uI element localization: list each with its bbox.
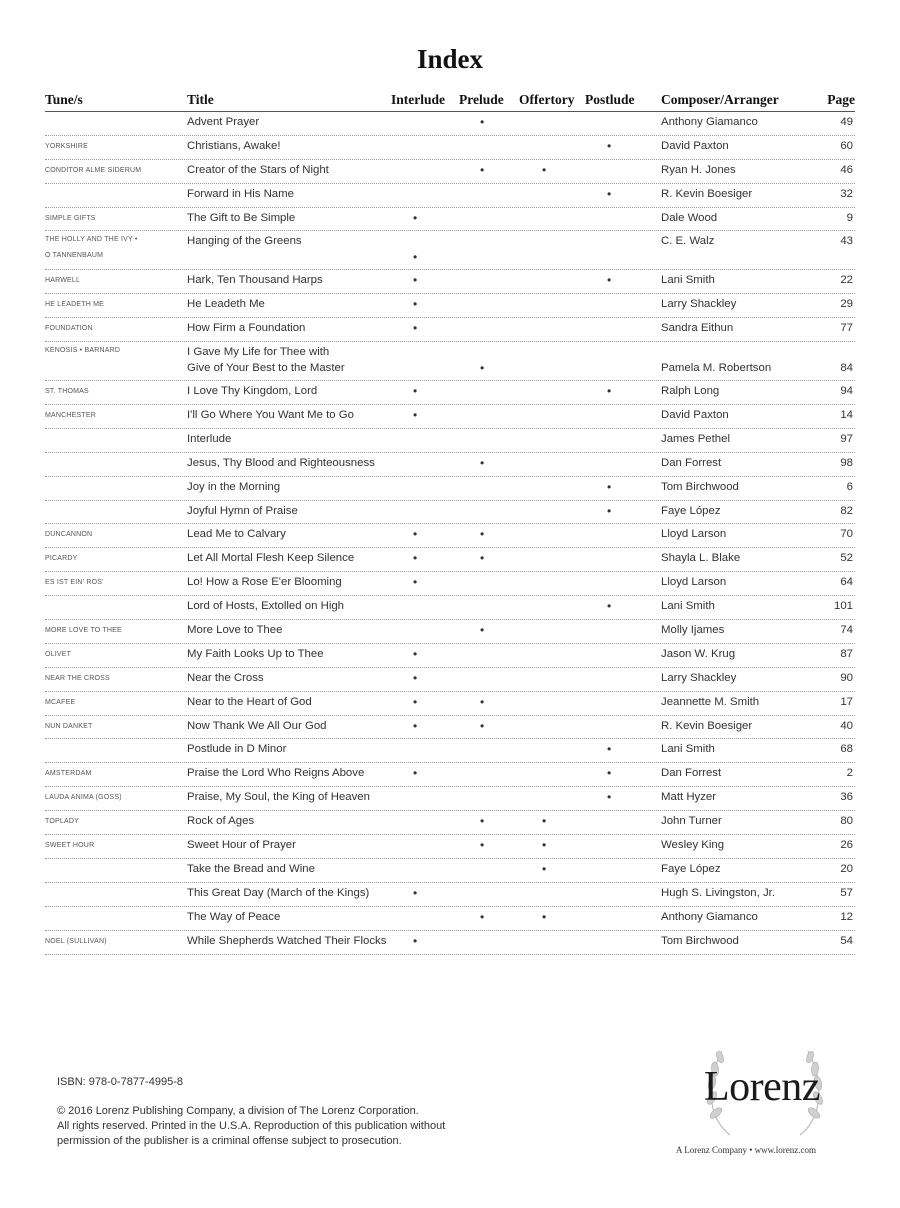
composer-name: Sandra Eithun <box>661 322 734 335</box>
hymn-title: Lo! How a Rose E'er Blooming <box>187 576 342 589</box>
prelude-mark: • <box>480 455 485 470</box>
tune-name: MCAFEE <box>45 698 76 706</box>
hymn-title: He Leadeth Me <box>187 298 265 311</box>
interlude-mark: • <box>413 321 418 336</box>
table-row <box>45 112 855 136</box>
hymn-title: Creator of the Stars of Night <box>187 163 329 176</box>
composer-name: R. Kevin Boesiger <box>661 719 753 732</box>
offertory-mark: • <box>542 909 547 924</box>
interlude-mark: • <box>413 297 418 312</box>
composer-name: Pamela M. Robertson <box>661 362 772 375</box>
composer-name: James Pethel <box>661 432 731 445</box>
hymn-title: Praise the Lord Who Reigns Above <box>187 767 365 780</box>
page-number: 101 <box>833 600 853 613</box>
table-row <box>45 596 855 620</box>
interlude-mark: • <box>413 766 418 781</box>
composer-name: Dale Wood <box>661 211 718 224</box>
composer-name: Jeannette M. Smith <box>661 695 760 708</box>
hymn-title: While Shepherds Watched Their Flocks <box>187 934 387 947</box>
tune-name: HARWELL <box>45 277 81 285</box>
interlude-mark: • <box>413 551 418 566</box>
tune-name: AMSTERDAM <box>45 770 92 778</box>
table-row <box>45 859 855 883</box>
postlude-mark: • <box>607 503 612 518</box>
prelude-mark: • <box>480 909 485 924</box>
offertory-mark: • <box>542 162 547 177</box>
table-row <box>45 429 855 453</box>
tune-name: MANCHESTER <box>45 412 97 420</box>
tune-name: YORKSHIRE <box>45 142 89 150</box>
tune-name: TOPLADY <box>45 818 79 826</box>
hymn-title: The Gift to Be Simple <box>187 211 296 224</box>
hymn-title: Hark, Ten Thousand Harps <box>187 274 323 287</box>
table-row <box>45 524 855 548</box>
page-number: 64 <box>840 576 853 589</box>
hymn-title: Sweet Hour of Prayer <box>187 839 296 852</box>
copyright-notice <box>57 1104 457 1149</box>
tune-name: SIMPLE GIFTS <box>45 214 96 222</box>
composer-name: David Paxton <box>661 409 729 422</box>
interlude-mark: • <box>413 718 418 733</box>
header-postlude: Postlude <box>585 92 635 107</box>
table-row <box>45 620 855 644</box>
composer-name: Faye López <box>661 504 721 517</box>
header-prelude: Prelude <box>459 92 504 107</box>
hymn-title: Praise, My Soul, the King of Heaven <box>187 791 370 804</box>
tune-name: NUN DANKET <box>45 722 93 730</box>
hymn-title: I Gave My Life for Thee with <box>187 346 330 359</box>
table-row <box>45 907 855 931</box>
table-row <box>45 548 855 572</box>
table-row <box>45 883 855 907</box>
tune-name <box>45 235 138 260</box>
hymn-title: This Great Day (March of the Kings) <box>187 886 370 899</box>
page-number: 40 <box>840 719 853 732</box>
postlude-mark: • <box>607 599 612 614</box>
table-row <box>45 644 855 668</box>
tune-name: KENOSIS • BARNARD <box>45 347 121 355</box>
page-number: 36 <box>840 791 853 804</box>
composer-name: Dan Forrest <box>661 767 722 780</box>
interlude-mark: • <box>413 527 418 542</box>
hymn-title: The Way of Peace <box>187 910 281 923</box>
table-row <box>45 405 855 429</box>
table-row <box>45 381 855 405</box>
table-header <box>45 89 855 112</box>
offertory-mark: • <box>542 814 547 829</box>
composer-name: Anthony Giamanco <box>661 910 758 923</box>
hymn-title: How Firm a Foundation <box>187 322 306 335</box>
composer-name: Ryan H. Jones <box>661 163 736 176</box>
composer-name: C. E. Walz <box>661 235 715 248</box>
composer-name: Faye López <box>661 862 721 875</box>
page-number: 22 <box>840 274 853 287</box>
table-row <box>45 294 855 318</box>
page-number: 9 <box>846 211 853 224</box>
tune-name: SWEET HOUR <box>45 842 95 850</box>
composer-name: Wesley King <box>661 839 725 852</box>
page-number: 57 <box>840 886 853 899</box>
prelude-mark: • <box>480 551 485 566</box>
page-number: 90 <box>840 671 853 684</box>
interlude-mark: • <box>413 646 418 661</box>
copyright-line: All rights reserved. Printed in the U.S.A. Reproduction of this publication without <box>57 1120 446 1132</box>
composer-name: Dan Forrest <box>661 456 722 469</box>
table-row <box>45 318 855 342</box>
header-title: Title <box>187 92 214 107</box>
tune-name: ES IST EIN' ROS' <box>45 579 104 587</box>
interlude-mark: • <box>413 273 418 288</box>
offertory-mark: • <box>542 838 547 853</box>
hymn-title: Postlude in D Minor <box>187 743 287 756</box>
hymn-title: I Love Thy Kingdom, Lord <box>187 385 318 398</box>
header-offertory: Offertory <box>519 92 575 107</box>
postlude-mark: • <box>607 384 612 399</box>
table-row <box>45 477 855 501</box>
copyright-line: © 2016 Lorenz Publishing Company, a division of The Lorenz Corporation. <box>57 1105 419 1117</box>
composer-name: Hugh S. Livingston, Jr. <box>661 886 775 899</box>
page-number: 20 <box>840 862 853 875</box>
table-row <box>45 231 855 270</box>
table-body <box>45 112 855 955</box>
page-number: 97 <box>840 432 853 445</box>
page-title: Index <box>416 44 484 74</box>
composer-name: Lani Smith <box>661 600 715 613</box>
page-number: 52 <box>840 552 853 565</box>
postlude-mark: • <box>607 790 612 805</box>
table-row <box>45 716 855 740</box>
prelude-mark: • <box>480 623 485 638</box>
table-row <box>45 160 855 184</box>
header-composer: Composer/Arranger <box>661 92 779 107</box>
isbn: ISBN: 978-0-7877-4995-8 <box>57 1076 183 1088</box>
table-row <box>45 270 855 294</box>
page-number: 77 <box>840 322 853 335</box>
publisher-logo: Lorenz <box>704 1064 820 1110</box>
page-number: 94 <box>840 385 853 398</box>
page-number: 14 <box>840 409 853 422</box>
composer-name: Molly Ijames <box>661 624 725 637</box>
interlude-mark: • <box>413 885 418 900</box>
hymn-title: Near the Cross <box>187 671 264 684</box>
page-number: 82 <box>840 504 853 517</box>
table-row <box>45 835 855 859</box>
hymn-title: Now Thank We All Our God <box>187 719 327 732</box>
hymn-title: More Love to Thee <box>187 624 283 637</box>
tune-name: PICARDY <box>45 555 78 563</box>
hymn-title: Advent Prayer <box>187 116 260 128</box>
page-number: 70 <box>840 528 853 541</box>
table-row <box>45 184 855 208</box>
page-number: 87 <box>840 647 853 660</box>
hymn-title: Near to the Heart of God <box>187 695 312 708</box>
page-number: 46 <box>840 163 853 176</box>
hymn-title: Hanging of the Greens <box>187 235 302 248</box>
composer-name: Lloyd Larson <box>661 528 727 541</box>
interlude-mark: • <box>413 575 418 590</box>
composer-name: Lloyd Larson <box>661 576 727 589</box>
prelude-mark: • <box>480 115 485 129</box>
tune-name: NEAR THE CROSS <box>45 674 110 682</box>
prelude-mark: • <box>480 814 485 829</box>
table-row <box>45 787 855 811</box>
page-number: 60 <box>840 139 853 152</box>
table-row <box>45 668 855 692</box>
tune-name: LAUDA ANIMA (GOSS) <box>45 794 122 802</box>
table-row <box>45 931 855 955</box>
interlude-mark: • <box>413 408 418 423</box>
table-row <box>45 501 855 525</box>
tune-name: HE LEADETH ME <box>45 301 104 309</box>
tune-name: NOEL (SULLIVAN) <box>45 937 107 945</box>
page-number: 29 <box>840 298 853 311</box>
hymn-title: Jesus, Thy Blood and Righteousness <box>187 456 375 469</box>
hymn-title: Let All Mortal Flesh Keep Silence <box>187 552 355 565</box>
header-page: Page <box>827 92 855 107</box>
composer-name: David Paxton <box>661 139 729 152</box>
interlude-mark: • <box>413 384 418 399</box>
table-row <box>45 136 855 160</box>
hymn-title: Take the Bread and Wine <box>187 862 315 875</box>
interlude-mark: • <box>413 933 418 948</box>
index-table <box>45 89 855 955</box>
table-row <box>45 572 855 596</box>
postlude-mark: • <box>607 186 612 201</box>
composer-name: Matt Hyzer <box>661 791 717 804</box>
page-number: 32 <box>840 187 853 200</box>
tune-name: DUNCANNON <box>45 531 93 539</box>
hymn-title: My Faith Looks Up to Thee <box>187 647 324 660</box>
composer-name: Larry Shackley <box>661 298 737 311</box>
copyright-line: permission of the publisher is a criminal offense subject to prosecution. <box>57 1135 402 1147</box>
postlude-mark: • <box>607 742 612 757</box>
page-number: 2 <box>846 767 853 780</box>
composer-name: Lani Smith <box>661 274 715 287</box>
page-number: 26 <box>840 839 853 852</box>
composer-name: John Turner <box>661 815 722 828</box>
prelude-mark: • <box>480 162 485 177</box>
table-row <box>45 453 855 477</box>
prelude-mark: • <box>480 527 485 542</box>
composer-name: Shayla L. Blake <box>661 552 741 565</box>
offertory-mark: • <box>542 861 547 876</box>
prelude-mark: • <box>480 361 485 376</box>
page-number: 80 <box>840 815 853 828</box>
composer-name: Jason W. Krug <box>661 647 736 660</box>
page-number: 6 <box>846 480 853 493</box>
interlude-mark: • <box>413 210 418 225</box>
composer-name: Tom Birchwood <box>661 934 739 947</box>
postlude-mark: • <box>607 766 612 781</box>
composer-name: R. Kevin Boesiger <box>661 187 753 200</box>
page-number: 54 <box>840 934 853 947</box>
composer-name: Anthony Giamanco <box>661 116 758 128</box>
hymn-title: Lead Me to Calvary <box>187 528 286 541</box>
hymn-title: Lord of Hosts, Extolled on High <box>187 600 345 613</box>
page-number: 74 <box>840 624 853 637</box>
postlude-mark: • <box>607 138 612 153</box>
tune-name: OLIVET <box>45 650 72 658</box>
table-row <box>45 811 855 835</box>
prelude-mark: • <box>480 718 485 733</box>
composer-name: Larry Shackley <box>661 671 737 684</box>
tune-name-line: THE HOLLY AND THE IVY • <box>45 236 138 244</box>
page-number: 84 <box>840 362 853 375</box>
prelude-mark: • <box>480 838 485 853</box>
publisher-tagline: A Lorenz Company • www.lorenz.com <box>676 1145 817 1155</box>
hymn-title: Rock of Ages <box>187 815 255 828</box>
hymn-title: Joy in the Morning <box>187 480 281 493</box>
header-tunes: Tune/s <box>45 92 83 107</box>
hymn-title: I'll Go Where You Want Me to Go <box>187 409 354 422</box>
hymn-title: Joyful Hymn of Praise <box>187 504 298 517</box>
page-number: 17 <box>840 695 853 708</box>
page-number: 43 <box>840 235 853 248</box>
table-row <box>45 692 855 716</box>
postlude-mark: • <box>607 273 612 288</box>
page-number: 98 <box>840 456 853 469</box>
composer-name: Tom Birchwood <box>661 480 739 493</box>
composer-name: Ralph Long <box>661 385 720 398</box>
hymn-title: Interlude <box>187 432 232 445</box>
tune-name: ST. THOMAS <box>45 388 89 396</box>
prelude-mark: • <box>480 694 485 709</box>
tune-name: MORE LOVE TO THEE <box>45 627 122 635</box>
hymn-title: Forward in His Name <box>187 187 294 200</box>
hymn-title: Christians, Awake! <box>187 139 281 152</box>
table-row <box>45 208 855 232</box>
table-row <box>45 739 855 763</box>
hymn-title-line2: Give of Your Best to the Master <box>187 362 345 375</box>
table-row <box>45 763 855 787</box>
page-number: 49 <box>840 116 853 128</box>
tune-name: CONDITOR ALME SIDERUM <box>45 166 142 174</box>
tune-name: FOUNDATION <box>45 325 93 333</box>
composer-name: Lani Smith <box>661 743 715 756</box>
interlude-mark: • <box>413 694 418 709</box>
header-interlude: Interlude <box>391 92 445 107</box>
page-number: 68 <box>840 743 853 756</box>
tune-name-line: O TANNENBAUM <box>45 252 104 260</box>
interlude-mark: • <box>413 670 418 685</box>
postlude-mark: • <box>607 479 612 494</box>
page-number: 12 <box>840 910 853 923</box>
interlude-mark: • <box>413 250 418 265</box>
table-row <box>45 342 855 381</box>
